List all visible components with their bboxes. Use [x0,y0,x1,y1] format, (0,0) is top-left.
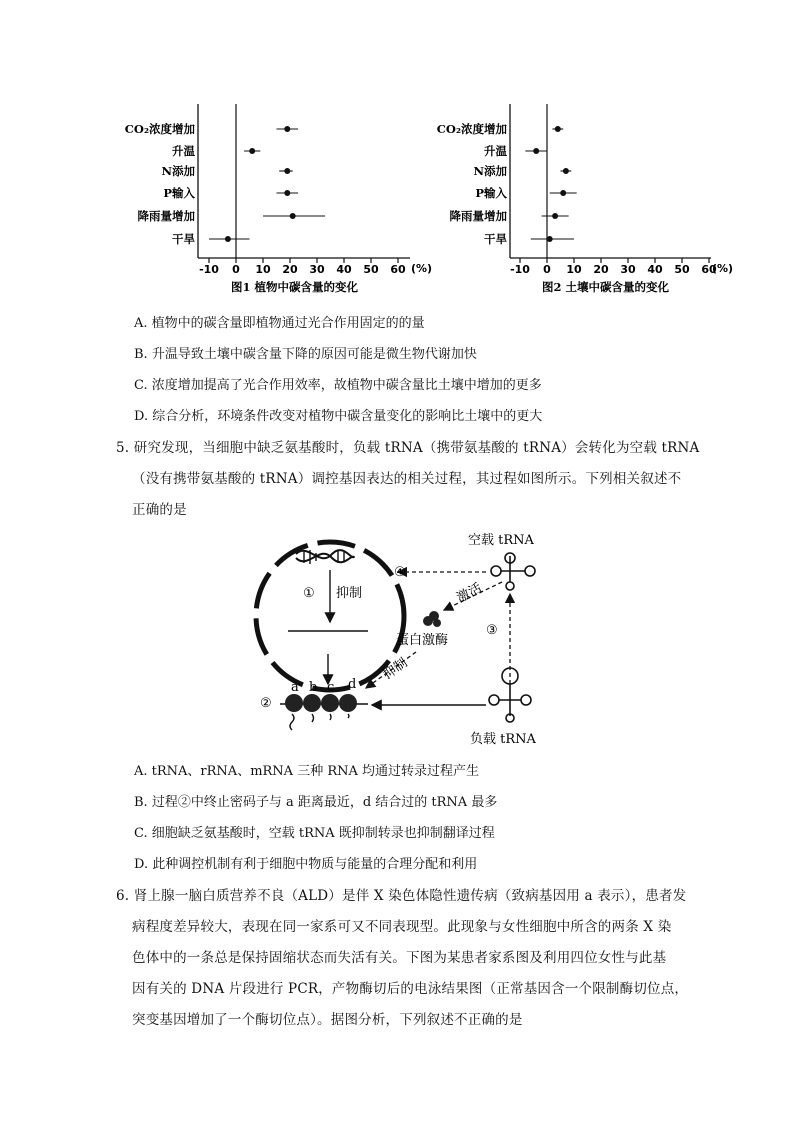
figure1-category-1: 升温 [172,144,195,158]
figure1-category-2: N添加 [161,164,195,178]
figure2-tick-label-5: 40 [647,263,663,276]
label-2: ② [260,696,272,711]
q4-option-c: C. 浓度增加提高了光合作用效率，故植物中碳含量比土壤中增加的更多 [134,378,542,393]
dna-helix-icon [296,550,354,564]
loaded-trna-label: 负载 tRNA [470,732,536,747]
figure2-category-1: 升温 [484,144,507,158]
q6-line-3: 色体中的一条总是保持固缩状态而失活有关。下图为某患者家系图及利用四位女性与此基 [132,950,667,966]
ribosome-b: b [309,680,318,695]
figure1-tick-label-1: 0 [232,263,240,276]
kinase-label: 蛋白激酶 [396,633,449,648]
figure1-point-3 [284,190,290,196]
q6-line-4: 因有关的 DNA 片段进行 PCR，产物酶切后的电泳结果图（正常基因含一个限制酶切位点， [132,981,689,997]
figure1-category-5: 干旱 [172,232,195,246]
q6-line-2: 病程度差异较大，表现在同一家系可又不同表现型。此现象与女性细胞中所含的两条 X 染 [132,919,672,935]
figure2-category-2: N添加 [473,164,507,178]
label-inhibit-2: 抑制 [380,655,411,683]
figure2-category-3: P输入 [475,186,507,200]
figure1-point-4 [290,213,296,219]
figure2-category-5: 干旱 [484,232,507,246]
figure2-tick-label-2: 10 [566,263,582,276]
figure1-category-0: CO₂浓度增加 [124,122,195,136]
figure1-point-5 [225,236,231,242]
figure1-point-1 [249,148,255,154]
figure1-tick-label-5: 40 [336,263,352,276]
label-inhibit-1: 抑制 [336,586,363,601]
q5-option-d: D. 此种调控机制有利于细胞中物质与能量的合理分配和利用 [134,857,478,872]
q6-line-5: 突变基因增加了一个酶切位点）。据图分析，下列叙述不正确的是 [132,1012,523,1028]
q5-option-c: C. 细胞缺乏氨基酸时，空载 tRNA 既抑制转录也抑制翻译过程 [134,826,495,841]
q6-line-1: 6. 肾上腺一脑白质营养不良（ALD）是伴 X 染色体隐性遗传病（致病基因用 a 表示），患者发 [116,888,687,904]
figure2-point-1 [533,148,539,154]
label-4: ④ [394,565,406,580]
figure2-category-0: CO₂浓度增加 [436,122,507,136]
label-3: ③ [486,623,498,638]
label-activate: 激活 [454,580,485,607]
empty-trna-icon [491,553,535,590]
figure2-tick-label-4: 30 [620,263,636,276]
figure2-point-2 [563,168,569,174]
q5-line-1: 5. 研究发现，当细胞中缺乏氨基酸时，负载 tRNA（携带氨基酸的 tRNA）会转化为空载 tRNA [116,440,700,456]
figure1-caption: 图1 植物中碳含量的变化 [231,280,359,294]
figure2-caption: 图2 土壤中碳含量的变化 [542,280,670,294]
figure2-point-3 [560,190,566,196]
figure2-point-0 [555,126,561,132]
figure1-chart [105,98,435,303]
ribosomes [285,694,357,730]
figure1-category-4: 降雨量增加 [137,209,195,223]
figure2-point-4 [552,213,558,219]
q4-option-b: B. 升温导致土壤中碳含量下降的原因可能是微生物代谢加快 [134,347,477,362]
figure2-point-5 [547,236,553,242]
ribosome-d: d [348,677,357,692]
kinase-icon [423,611,441,627]
figure2-tick-label-0: -10 [510,263,530,276]
q5-diagram [248,524,558,754]
ribosome-a: a [291,680,299,695]
figure1-tick-label-2: 10 [255,263,271,276]
figure2-chart [426,98,756,303]
figure2-unit: (%) [712,262,734,275]
figure1-tick-label-7: 60 [390,263,406,276]
figure2-tick-label-6: 50 [674,263,690,276]
empty-trna-label: 空载 tRNA [468,533,534,548]
ribosome-c: c [327,680,335,695]
label-1: ① [303,586,315,601]
figure1-unit: (%) [411,262,433,275]
q4-option-d: D. 综合分析，环境条件改变对植物中碳含量变化的影响比土壤中的更大 [134,409,543,424]
figure2-tick-label-1: 0 [543,263,551,276]
q5-line-2: （没有携带氨基酸的 tRNA）调控基因表达的相关过程，其过程如图所示。下列相关叙述不 [132,471,682,487]
figure1-point-0 [284,126,290,132]
figure2-tick-label-3: 20 [593,263,609,276]
figure1-tick-label-0: -10 [199,263,219,276]
q5-line-3: 正确的是 [132,502,187,518]
figure2-category-4: 降雨量增加 [449,209,507,223]
figure1-tick-label-3: 20 [282,263,298,276]
figure1-tick-label-6: 50 [363,263,379,276]
figure2-tick-label-7: 60 [701,263,717,276]
q5-option-a: A. tRNA、rRNA、mRNA 三种 RNA 均通过转录过程产生 [134,764,480,779]
q5-option-b: B. 过程②中终止密码子与 a 距离最近，d 结合过的 tRNA 最多 [134,795,498,810]
q4-option-a: A. 植物中的碳含量即植物通过光合作用固定的的量 [134,316,425,331]
figure1-tick-label-4: 30 [309,263,325,276]
figure1-point-2 [284,168,290,174]
figure1-category-3: P输入 [163,186,195,200]
